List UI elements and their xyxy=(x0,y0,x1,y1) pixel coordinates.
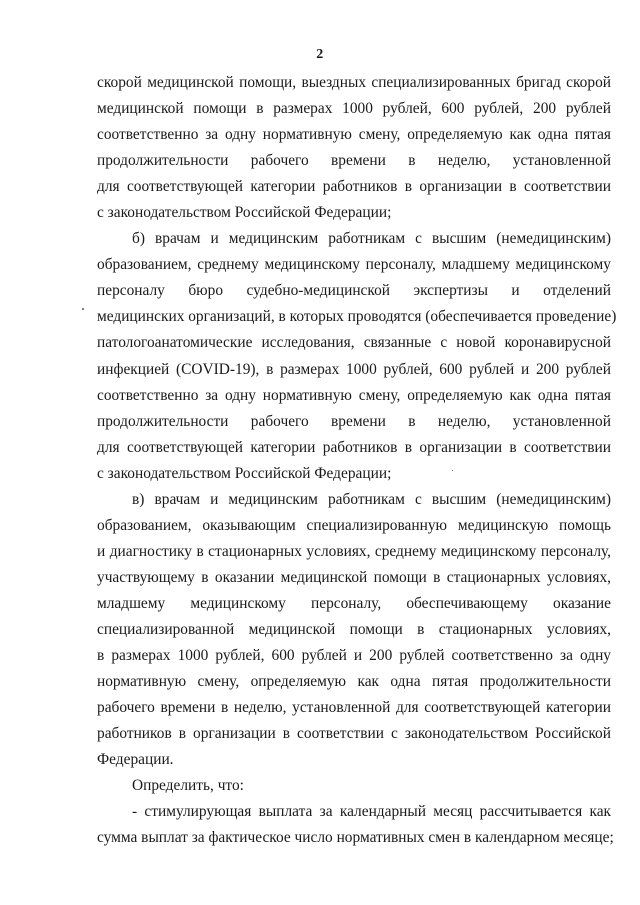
text-line: образованием, оказывающим специализированную медицинскую помощь xyxy=(97,516,611,534)
paragraph xyxy=(97,799,614,851)
text-line: с законодательством Российской Федерации; xyxy=(97,464,392,482)
paragraph xyxy=(97,773,611,799)
page-number: 2 xyxy=(316,47,324,62)
text-line: Определить, что: xyxy=(132,777,244,795)
text-line: патологоанатомические исследования, связанные с новой коронавирусной xyxy=(97,334,611,352)
scan-speck xyxy=(452,470,453,471)
text-line: в размерах 1000 рублей, 600 рублей и 200 рублей соответственно за одну xyxy=(97,647,611,665)
text-line: - стимулирующая выплата за календарный месяц рассчитывается как xyxy=(132,803,611,821)
text-line: рабочего времени в неделю, установленной для соответствующей категории xyxy=(97,699,611,717)
text-line: младшему медицинскому персоналу, обеспечивающему оказание xyxy=(97,594,611,612)
text-line: медицинских организаций, в которых проводятся (обеспечивается проведение) xyxy=(97,308,617,326)
text-line: соответственно за одну нормативную смену, определяемую как одна пятая xyxy=(97,126,611,144)
text-line: с законодательством Российской Федерации; xyxy=(97,204,392,222)
paragraph xyxy=(97,226,617,486)
text-line: в) врачам и медицинским работникам с высшим (немедицинским) xyxy=(132,490,611,508)
text-line: персоналу бюро судебно-медицинской экспертизы и отделений xyxy=(97,282,611,300)
paragraph xyxy=(97,70,611,226)
text-line: медицинской помощи в размерах 1000 рублей, 600 рублей, 200 рублей xyxy=(97,100,611,118)
text-line: образованием, среднему медицинскому персоналу, младшему медицинскому xyxy=(97,256,611,274)
text-line: участвующему в оказании медицинской помощи в стационарных условиях, xyxy=(97,568,611,586)
text-line: специализированной медицинской помощи в стационарных условиях, xyxy=(97,620,611,638)
text-line: для соответствующей категории работников в организации в соответствии xyxy=(97,178,611,196)
text-line: для соответствующей категории работников в организации в соответствии xyxy=(97,438,611,456)
paragraph xyxy=(97,487,611,774)
text-line: нормативную смену, определяемую как одна пятая продолжительности xyxy=(97,673,611,691)
text-line: скорой медицинской помощи, выездных специализированных бригад скорой xyxy=(97,74,611,91)
scan-speck xyxy=(82,308,84,310)
text-line: и диагностику в стационарных условиях, среднему медицинскому персоналу, xyxy=(97,542,611,560)
text-line: соответственно за одну нормативную смену, определяемую как одна пятая xyxy=(97,386,611,404)
document-body xyxy=(97,70,617,851)
text-line: сумма выплат за фактическое число нормативных смен в календарном месяце; xyxy=(97,829,614,847)
text-line: продолжительности рабочего времени в неделю, установленной xyxy=(97,412,611,430)
text-line: инфекцией (COVID-19), в размерах 1000 рублей, 600 рублей и 200 рублей xyxy=(97,360,611,378)
text-line: Федерации. xyxy=(97,751,174,769)
text-line: работников в организации в соответствии с законодательством Российской xyxy=(97,725,611,743)
text-line: б) врачам и медицинским работникам с высшим (немедицинским) xyxy=(132,230,611,248)
text-line: продолжительности рабочего времени в неделю, установленной xyxy=(97,152,611,170)
